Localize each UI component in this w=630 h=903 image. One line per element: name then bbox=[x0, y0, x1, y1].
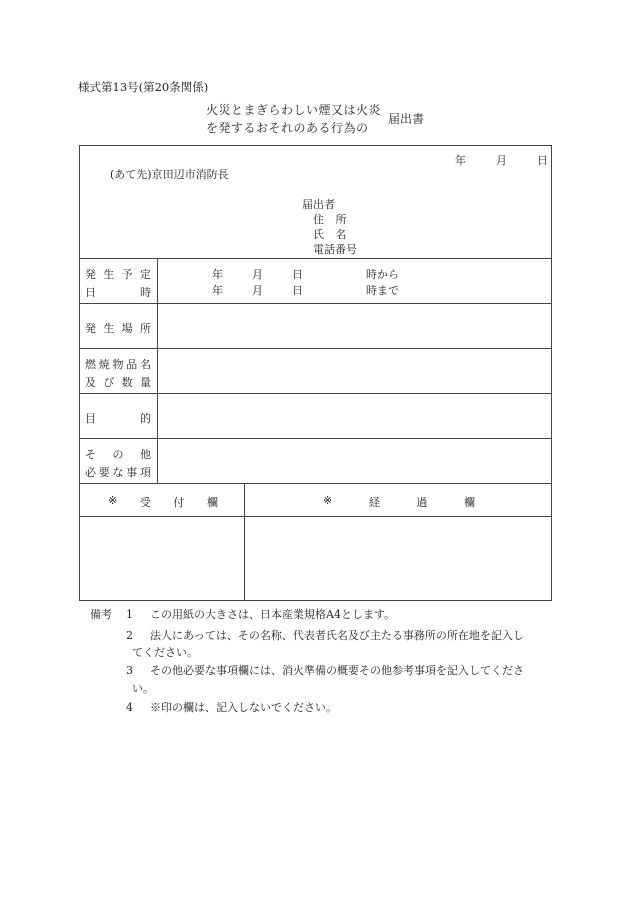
note-text: その他必要な事項欄には、消火準備の概要その他参考事項を記入してくださ bbox=[150, 664, 524, 677]
row-divider bbox=[80, 348, 551, 349]
from-suffix: 時から bbox=[366, 268, 399, 281]
title-line-2: を発するおそれのある行為の bbox=[206, 121, 369, 135]
row-divider bbox=[80, 483, 551, 484]
label-char: 過 bbox=[416, 496, 428, 509]
label-char: 他 bbox=[140, 448, 151, 461]
from-month-label: 月 bbox=[252, 268, 263, 281]
label-char: 事 bbox=[126, 466, 138, 479]
label-char: 欄 bbox=[464, 496, 475, 509]
name-label: 氏 名 bbox=[313, 228, 351, 241]
label-char: 数 bbox=[121, 376, 133, 389]
label-char: ※ bbox=[323, 494, 333, 507]
note-item-2-continued: てください。 bbox=[132, 646, 198, 659]
form-number: 様式第13号(第20条関係) bbox=[78, 80, 209, 94]
label-char: の bbox=[112, 448, 124, 461]
label-char: 生 bbox=[103, 268, 115, 281]
label-char: な bbox=[112, 466, 124, 479]
notes-heading: 備考 bbox=[90, 608, 112, 621]
label-char: 定 bbox=[139, 268, 151, 281]
date-day-label: 日 bbox=[537, 154, 548, 167]
label-char: 名 bbox=[140, 358, 151, 371]
progress-column-header bbox=[323, 494, 475, 510]
schedule-from bbox=[212, 266, 399, 282]
label-char: 所 bbox=[139, 322, 151, 335]
reception-column-header bbox=[108, 494, 218, 510]
label-char: 付 bbox=[173, 496, 185, 509]
label-char: 項 bbox=[140, 466, 151, 479]
office-column-divider bbox=[244, 483, 245, 601]
label-char: 場 bbox=[121, 322, 133, 335]
addressee: (あて先)京田辺市消防長 bbox=[110, 168, 229, 181]
row-divider bbox=[80, 516, 551, 517]
location-label bbox=[85, 320, 151, 336]
label-char: そ bbox=[85, 448, 96, 461]
row-divider bbox=[80, 303, 551, 304]
note-item-1 bbox=[126, 606, 395, 622]
note-text: ※印の欄は、記入しないでください。 bbox=[150, 701, 337, 714]
to-month-label: 月 bbox=[252, 284, 263, 297]
applicant-heading: 届出者 bbox=[302, 198, 335, 211]
label-char: 発 bbox=[85, 322, 96, 335]
schedule-label bbox=[85, 266, 151, 300]
other-items-label bbox=[85, 446, 151, 480]
note-item-2 bbox=[126, 627, 524, 643]
title-suffix: 届出書 bbox=[388, 112, 425, 126]
materials-label bbox=[85, 356, 151, 390]
label-char: 時 bbox=[140, 286, 151, 299]
label-column-divider bbox=[157, 258, 158, 483]
address-label: 住 所 bbox=[313, 213, 351, 226]
note-text: 法人にあっては、その名称、代表者氏名及び主たる事務所の所在地を記入し bbox=[150, 629, 524, 642]
note-item-3-continued: い。 bbox=[132, 682, 154, 695]
from-day-label: 日 bbox=[292, 268, 303, 281]
label-char: 欄 bbox=[207, 496, 218, 509]
label-char: 受 bbox=[139, 496, 151, 509]
note-text: この用紙の大きさは、日本産業規格A4とします。 bbox=[150, 608, 396, 621]
row-divider bbox=[80, 258, 551, 259]
to-suffix: 時まで bbox=[366, 284, 399, 297]
label-char: 的 bbox=[140, 412, 151, 425]
note-number: 2 bbox=[126, 629, 133, 642]
label-char: 日 bbox=[85, 286, 96, 299]
label-char: 焼 bbox=[98, 358, 110, 371]
note-number: 3 bbox=[126, 664, 133, 677]
label-char: 燃 bbox=[85, 358, 96, 371]
from-year-label: 年 bbox=[212, 268, 223, 281]
label-char: 生 bbox=[103, 322, 115, 335]
label-char: 品 bbox=[126, 358, 138, 371]
note-number: 1 bbox=[126, 608, 133, 621]
phone-label: 電話番号 bbox=[313, 243, 357, 256]
title-line-1: 火災とまぎらわしい煙又は火炎 bbox=[206, 103, 382, 117]
to-year-label: 年 bbox=[212, 284, 223, 297]
purpose-label bbox=[85, 410, 151, 426]
submission-date bbox=[455, 152, 548, 168]
label-char: び bbox=[103, 376, 115, 389]
date-year-label: 年 bbox=[455, 154, 466, 167]
row-divider bbox=[80, 393, 551, 394]
label-char: 目 bbox=[85, 412, 96, 425]
label-char: 量 bbox=[139, 376, 151, 389]
date-month-label: 月 bbox=[496, 154, 507, 167]
row-divider bbox=[80, 438, 551, 439]
label-char: 及 bbox=[85, 376, 96, 389]
to-day-label: 日 bbox=[292, 284, 303, 297]
note-item-3 bbox=[126, 662, 524, 678]
label-char: 物 bbox=[112, 358, 124, 371]
note-item-4 bbox=[126, 699, 337, 715]
label-char: 必 bbox=[85, 466, 96, 479]
label-char: 発 bbox=[85, 268, 96, 281]
schedule-to bbox=[212, 282, 399, 298]
label-char: 要 bbox=[98, 466, 110, 479]
label-char: ※ bbox=[108, 494, 118, 507]
label-char: 経 bbox=[368, 496, 380, 509]
notification-form-table bbox=[79, 145, 552, 601]
note-number: 4 bbox=[126, 701, 133, 714]
label-char: 予 bbox=[121, 268, 133, 281]
